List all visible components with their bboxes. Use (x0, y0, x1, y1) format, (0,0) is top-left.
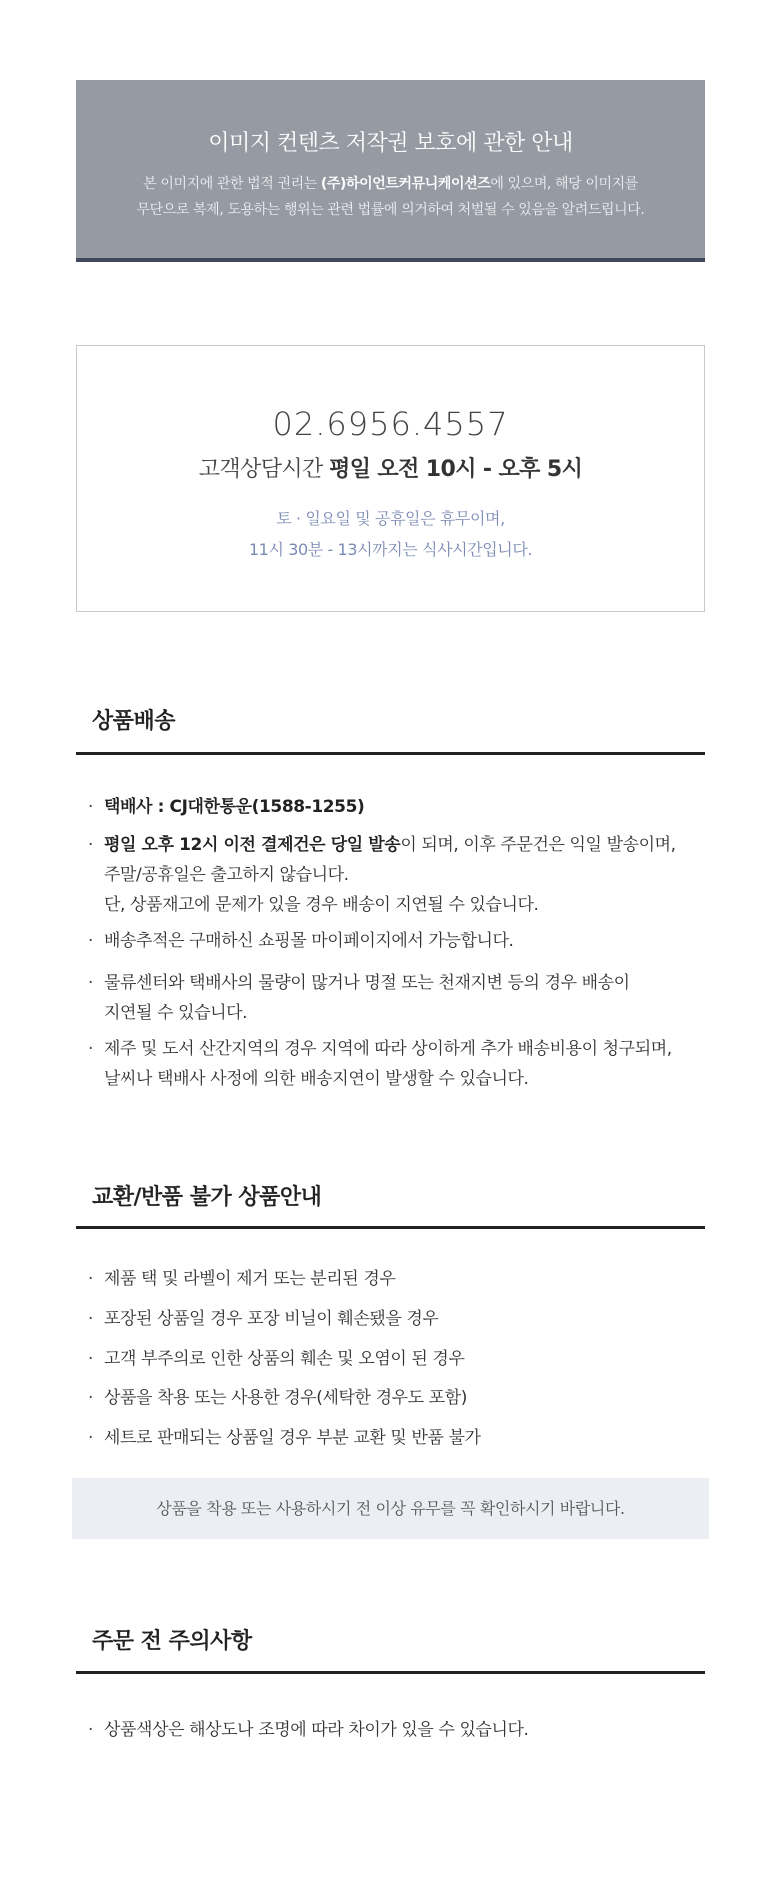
same-day-highlight: 평일 오후 12시 이전 결제건은 당일 발송 (104, 835, 401, 855)
bullet-dot: · (88, 1388, 94, 1408)
copyright-notice (76, 80, 705, 262)
return-exclusion: 제품 택 및 라벨이 제거 또는 분리된 경우 (104, 1269, 396, 1289)
copyright-text-line2: 무단으로 복제, 도용하는 행위는 관련 법률에 의거하여 처벌될 수 있음을 알려드립니다. (136, 202, 645, 218)
lunch-note: 11시 30분 - 13시까지는 식사시간입니다. (248, 540, 533, 559)
delay-line1: 물류센터와 택배사의 물량이 많거나 명절 또는 천재지변 등의 경우 배송이 (104, 973, 630, 993)
shipping-divider (76, 752, 705, 755)
consultation-hours (77, 452, 704, 483)
return-exclusion: 세트로 판매되는 상품일 경우 부분 교환 및 반품 불가 (104, 1428, 481, 1448)
same-day-line3: 단, 상품재고에 문제가 있을 경우 배송이 지연될 수 있습니다. (104, 895, 539, 915)
list-item (88, 968, 630, 1028)
list-item (88, 1383, 467, 1413)
bullet-dot: · (88, 931, 94, 951)
jeju-line1: 제주 및 도서 산간지역의 경우 지역에 따라 상이하게 추가 배송비용이 청구되며, (104, 1039, 672, 1059)
list-item (88, 1344, 464, 1374)
bullet-dot: · (88, 973, 94, 993)
inspection-notice: 상품을 착용 또는 사용하시기 전 이상 유무를 꼭 확인하시기 바랍니다. (72, 1478, 709, 1539)
delay-line2: 지연될 수 있습니다. (104, 1003, 248, 1023)
jeju-line2: 날씨나 택배사 사정에 의한 배송지연이 발생할 수 있습니다. (104, 1069, 529, 1089)
copyright-text-line1 (76, 171, 705, 197)
hours-label: 고객상담시간 (198, 457, 330, 482)
copyright-text-pre: 본 이미지에 관한 법적 권리는 (143, 176, 321, 192)
list-item (88, 926, 514, 956)
list-item (88, 1304, 438, 1334)
bullet-dot: · (88, 835, 94, 855)
returns-title: 교환/반품 불가 상품안내 (92, 1185, 322, 1210)
tracking-info: 배송추적은 구매하신 쇼핑몰 마이페이지에서 가능합니다. (104, 931, 514, 951)
list-item (88, 1264, 395, 1294)
return-exclusion: 상품을 착용 또는 사용한 경우(세탁한 경우도 포함) (104, 1388, 467, 1408)
list-item (88, 830, 676, 920)
color-caution: 상품색상은 해상도나 조명에 따라 차이가 있을 수 있습니다. (104, 1720, 529, 1740)
same-day-line2: 주말/공휴일은 출고하지 않습니다. (104, 865, 349, 885)
contact-box (76, 345, 705, 612)
bullet-dot: · (88, 1309, 94, 1329)
bullet-dot: · (88, 1269, 94, 1289)
caution-divider (76, 1671, 705, 1674)
holiday-note: 토 · 일요일 및 공휴일은 휴무이며, (276, 509, 505, 528)
courier-info: 택배사 : CJ대한통운(1588-1255) (104, 797, 365, 817)
copyright-text-post: 에 있으며, 해당 이미지를 (490, 176, 638, 192)
caution-title: 주문 전 주의사항 (92, 1629, 252, 1654)
same-day-text: 이 되며, 이후 주문건은 익일 발송이며, (400, 835, 676, 855)
bullet-dot: · (88, 1428, 94, 1448)
list-item (88, 792, 364, 822)
list-item (88, 1715, 529, 1745)
return-exclusion: 고객 부주의로 인한 상품의 훼손 및 오염이 된 경우 (104, 1349, 465, 1369)
hours-value: 평일 오전 10시 - 오후 5시 (329, 457, 583, 482)
phone-number: 02.6956.4557 (272, 405, 509, 443)
bullet-dot: · (88, 1349, 94, 1369)
copyright-company: (주)하이언트커뮤니케이션즈 (320, 176, 491, 192)
returns-divider (76, 1226, 705, 1229)
shipping-title: 상품배송 (92, 709, 176, 734)
bullet-dot: · (88, 1039, 94, 1059)
bullet-dot: · (88, 797, 94, 817)
list-item (88, 1034, 672, 1094)
return-exclusion: 포장된 상품일 경우 포장 비닐이 훼손됐을 경우 (104, 1309, 439, 1329)
copyright-title: 이미지 컨텐츠 저작권 보호에 관한 안내 (208, 131, 573, 156)
list-item (88, 1423, 481, 1453)
bullet-dot: · (88, 1720, 94, 1740)
